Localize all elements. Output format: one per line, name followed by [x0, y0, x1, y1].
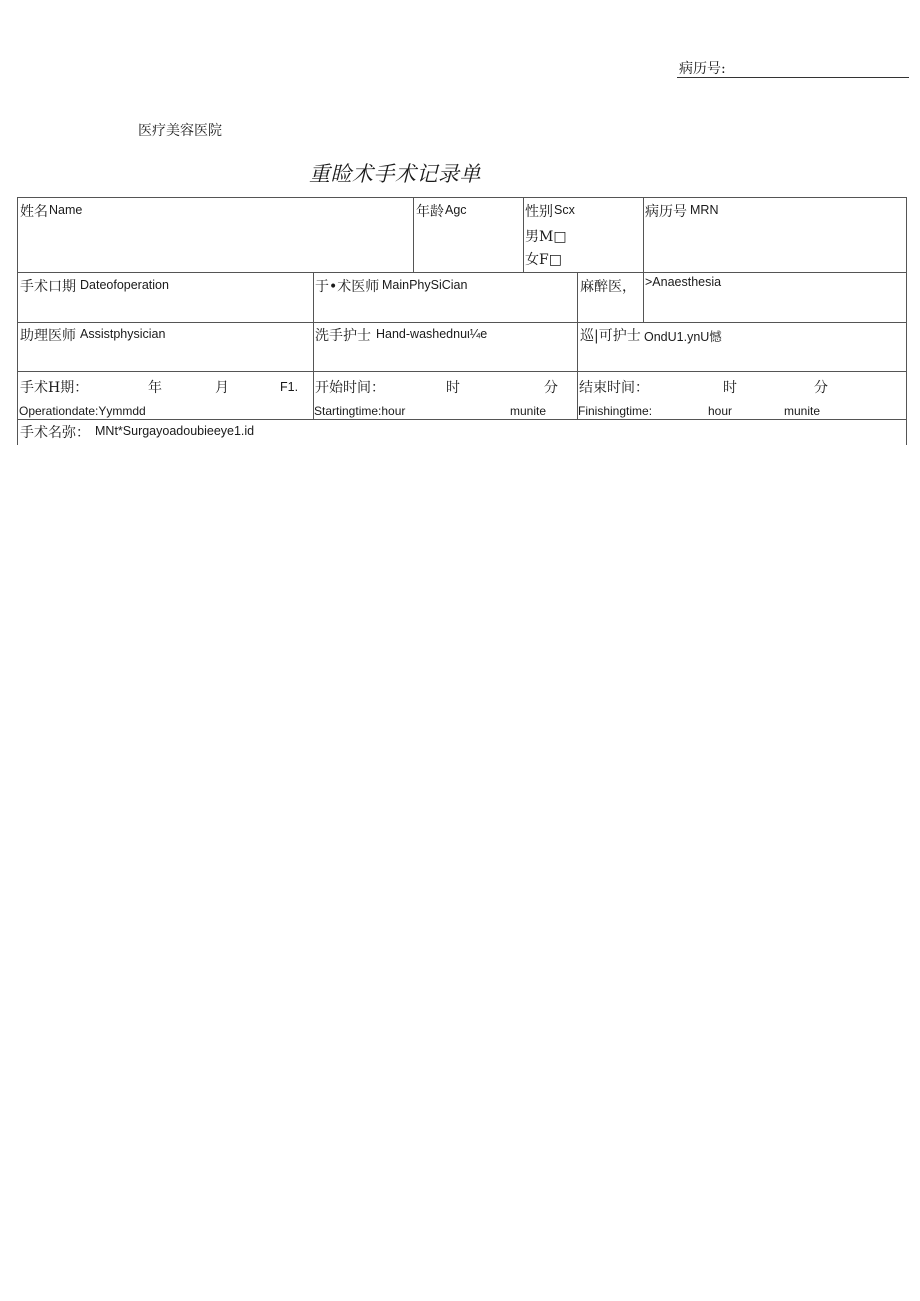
anaesthetist-label-cn: 麻醉医， [580, 279, 636, 295]
operation-date-ymd-label-cn: 手术H期： [20, 380, 89, 396]
finish-time-label-en: Finishingtime: [578, 404, 653, 418]
hospital-name: 医疗美容医院 [138, 122, 222, 138]
mrn-cell[interactable] [643, 197, 907, 273]
mrn-label-cn: 病历号 [645, 204, 687, 220]
page-title: 重睑术手术记录单 [309, 163, 481, 186]
scrub-nurse-label-en: Hand-washednuι¼e [376, 327, 488, 341]
sex-label-en: Scx [554, 203, 575, 217]
month-label: 月 [215, 380, 229, 396]
assistant-physician-label-en: Assistphysician [80, 327, 166, 341]
mrn-header-label: 病历号: [679, 61, 726, 77]
assistant-physician-cell[interactable] [17, 322, 314, 372]
operation-date-ymd-cell[interactable] [17, 371, 314, 420]
mrn-label-en: MRN [690, 203, 719, 217]
name-cell[interactable] [17, 197, 414, 273]
start-hour-label: 时 [446, 380, 460, 396]
operation-date-ymd-label-en: Operationdate:Yymmdd [19, 404, 146, 418]
circulating-nurse-label-cn: 巡|可护士 [580, 328, 641, 344]
operation-name-label-cn: 手术名弥： [20, 425, 90, 441]
female-checkbox[interactable]: 女F□ [525, 252, 562, 268]
assistant-physician-label-cn: 助理医师 [20, 328, 76, 344]
sex-label-cn: 性别 [525, 204, 553, 220]
main-surgeon-label-en: MainPhySiCian [382, 278, 468, 292]
name-label-en: Name [49, 203, 83, 217]
anaesthetist-cell[interactable] [643, 272, 907, 323]
start-minute-label-en: munite [510, 404, 547, 418]
finish-hour-label: 时 [723, 380, 737, 396]
operation-name-label-en: MNt*Surgayoadoubieeye1.id [95, 424, 255, 438]
start-time-cell[interactable] [313, 371, 578, 420]
male-checkbox[interactable]: 男M□ [525, 229, 567, 245]
start-time-label-cn: 开始时间： [315, 380, 385, 396]
scrub-nurse-label-cn: 洗手护士 [315, 328, 371, 344]
operation-date-cell[interactable] [17, 272, 314, 323]
operation-date-label-cn: 手术口期 [20, 279, 76, 295]
age-label-cn: 年龄 [416, 204, 444, 220]
main-surgeon-cell[interactable] [313, 272, 578, 323]
anaesthetist-label-en: >Anaesthesia [645, 275, 722, 289]
main-surgeon-label-cn: 于•术医师 [315, 279, 380, 295]
sex-cell [523, 197, 644, 273]
finish-time-label-cn: 结束时间： [579, 380, 649, 396]
age-label-en: Agc [445, 203, 467, 217]
start-minute-label: 分 [544, 380, 558, 396]
operation-name-cell[interactable] [17, 419, 907, 445]
scrub-nurse-cell[interactable] [313, 322, 578, 372]
name-label-cn: 姓名 [20, 204, 48, 220]
finish-minute-label-en: munite [784, 404, 821, 418]
circulating-nurse-cell[interactable] [577, 322, 907, 372]
finish-time-cell[interactable] [577, 371, 907, 420]
medical-record-number-line [677, 57, 909, 78]
age-cell[interactable] [413, 197, 524, 273]
day-label: F1. [280, 380, 299, 394]
operation-date-label-en: Dateofoperation [80, 278, 169, 292]
circulating-nurse-label-en: OndU1.ynU憾 [644, 330, 722, 344]
start-time-label-en: Startingtime:hour [314, 404, 406, 418]
finish-minute-label: 分 [814, 380, 828, 396]
finish-hour-label-en: hour [708, 404, 733, 418]
anaesthetist-label-cell [577, 272, 644, 323]
year-label: 年 [148, 380, 162, 396]
